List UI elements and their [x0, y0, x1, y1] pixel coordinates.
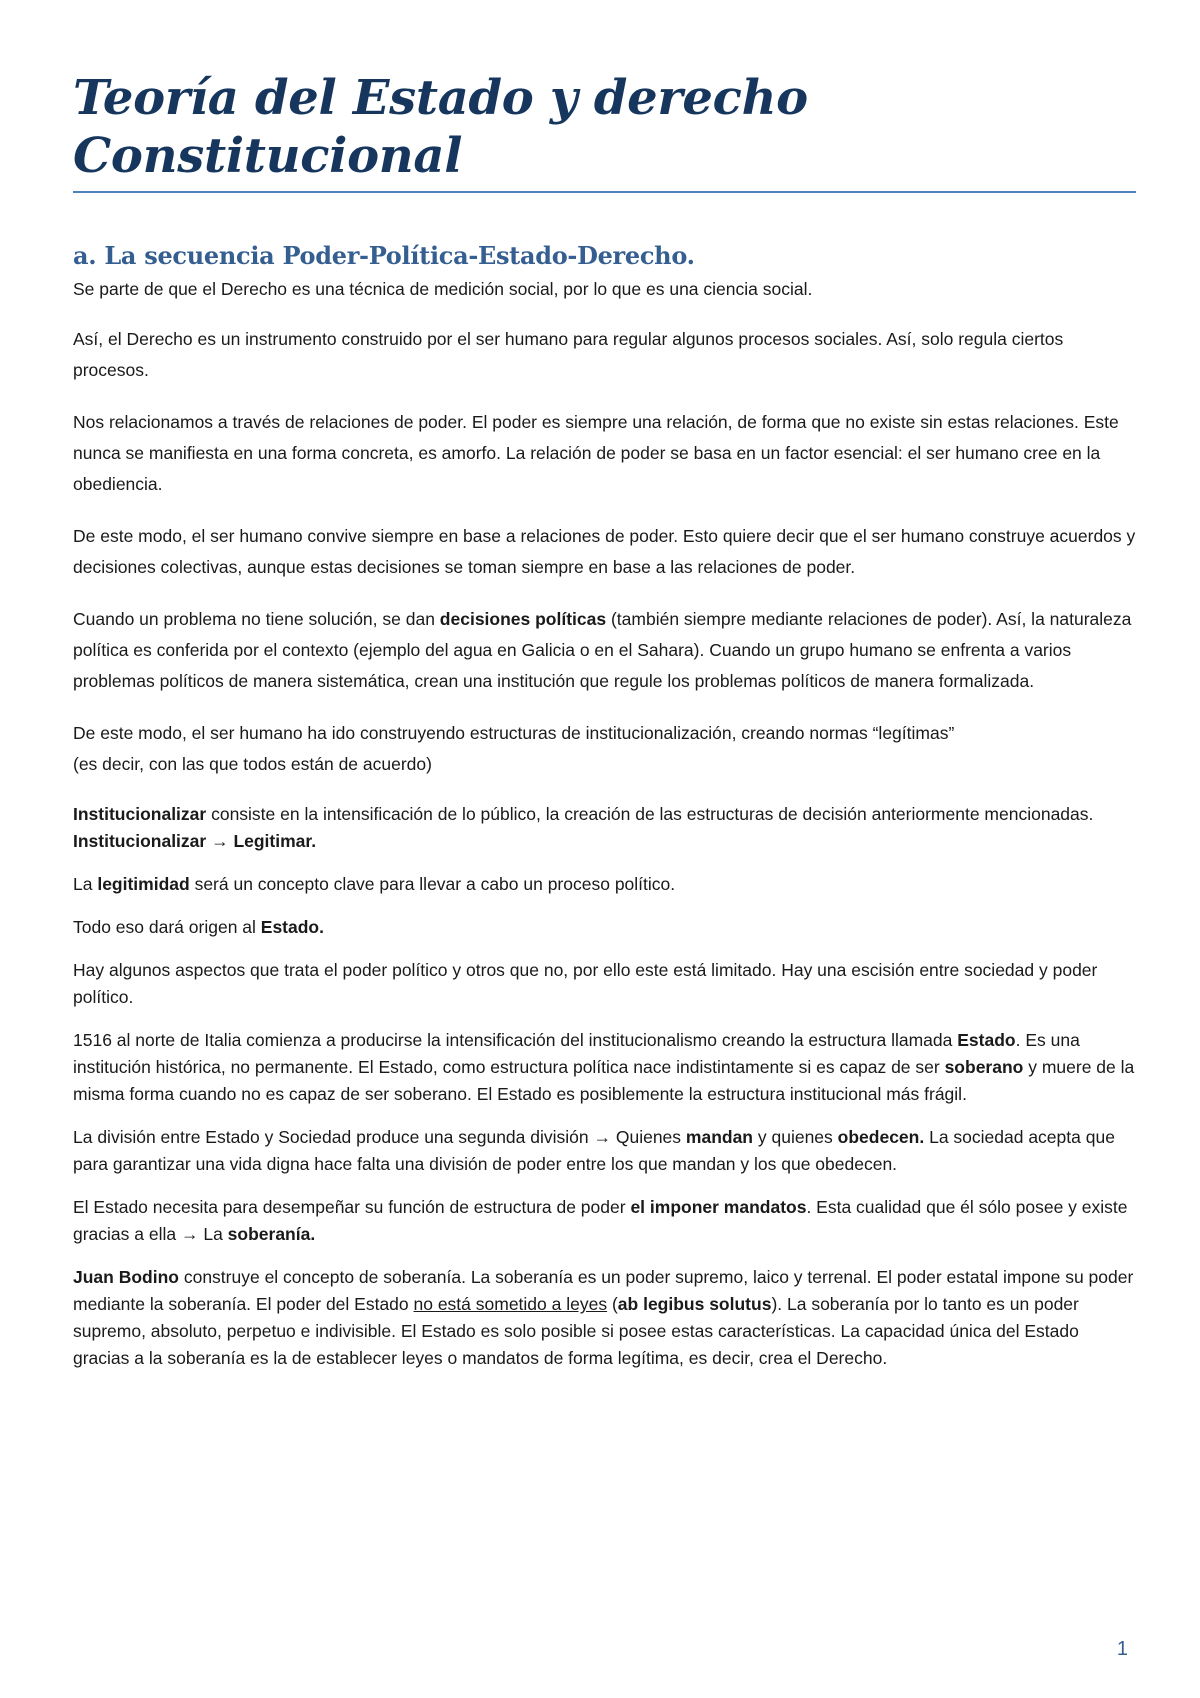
paragraph-6-line-1: De este modo, el ser humano ha ido construyendo estructuras de institucionalización, creando normas “legítimas”: [73, 723, 955, 744]
document-title: Teoría del Estado y derecho Constitucional: [73, 70, 1136, 193]
paragraph-6-line-2: (es decir, con las que todos están de acuerdo): [73, 754, 432, 775]
paragraph-13-text: . Esta cualidad que él sólo posee y existe gracias a ella → La: [73, 1197, 1128, 1245]
bold-term-imponer-mandatos: el imponer mandatos: [630, 1197, 807, 1218]
paragraph-6: [73, 718, 1136, 780]
paragraph-8-text: será un concepto clave para llevar a cabo un proceso político.: [189, 874, 676, 895]
paragraph-14-text: (: [607, 1294, 618, 1315]
bold-term-institucionalizar: Institucionalizar: [73, 804, 207, 825]
bold-term-mandan: mandan: [685, 1127, 754, 1148]
paragraph-11-text: 1516 al norte de Italia comienza a producirse la intensificación del institucionalismo creando la estructura llamada: [73, 1030, 958, 1051]
bold-term-juan-bodino: Juan Bodino: [73, 1267, 179, 1288]
paragraph-8: [73, 871, 1136, 898]
section-heading: a. La secuencia Poder-Política-Estado-Derecho.: [73, 241, 695, 271]
paragraph-11-text: . Es una institución histórica, no permanente. El Estado, como estructura política nace indistintamente si es capaz de ser: [73, 1030, 1080, 1078]
paragraph-7-text: consiste en la intensificación de lo público, la creación de las estructuras de decisión anteriormente mencionadas.: [206, 804, 1094, 825]
underlined-phrase: no está sometido a leyes: [413, 1294, 608, 1315]
paragraph-8-text: La: [73, 874, 98, 895]
paragraph-12: [73, 1124, 1136, 1178]
paragraph-4: De este modo, el ser humano convive siempre en base a relaciones de poder. Esto quiere decir que el ser humano construye acuerdos y decisiones colectivas, aunque estas decisiones se toman siempre en base a las relaciones de poder.: [73, 526, 1136, 578]
paragraph-12-text: La división entre Estado y Sociedad produce una segunda división → Quienes: [73, 1127, 686, 1148]
bold-term-decisiones-politicas: decisiones políticas: [439, 609, 607, 630]
paragraph-12-text: La sociedad acepta que para garantizar una vida digna hace falta una división de poder entre los que mandan y los que obedecen.: [73, 1127, 1115, 1175]
paragraph-13-text: El Estado necesita para desempeñar su función de estructura de poder: [73, 1197, 631, 1218]
paragraph-5-text: Cuando un problema no tiene solución, se dan: [73, 609, 440, 630]
bold-term-institucionalizar-legitimar: Institucionalizar → Legitimar.: [73, 831, 317, 852]
bold-term-estado: Estado: [957, 1030, 1016, 1051]
paragraph-7: [73, 801, 1136, 855]
bold-term-soberano: soberano: [944, 1057, 1024, 1078]
bold-term-soberania: soberanía.: [227, 1224, 316, 1245]
bold-term-obedecen: obedecen.: [837, 1127, 925, 1148]
bold-term-ab-legibus-solutus: ab legibus solutus: [617, 1294, 772, 1315]
paragraph-9: [73, 914, 1136, 941]
bold-term-legitimidad: legitimidad: [97, 874, 190, 895]
paragraph-14: [73, 1264, 1136, 1372]
paragraph-14-text: construye el concepto de soberanía. La soberanía es un poder supremo, laico y terrenal. El poder estatal impone su poder mediante la soberanía. El poder del Estado: [73, 1267, 1134, 1315]
paragraph-13: [73, 1194, 1136, 1248]
paragraph-5-text: (también siempre mediante relaciones de poder). Así, la naturaleza política es conferida por el contexto (ejemplo del agua en Galicia o en el Sahara). Cuando un grupo humano se enfrenta a varios problemas políticos de manera sistemática, crean una institución que regule los problemas políticos de manera formalizada.: [73, 609, 1132, 692]
paragraph-12-text: y quienes: [753, 1127, 838, 1148]
paragraph-11-text: y muere de la misma forma cuando no es capaz de ser soberano. El Estado es posiblemente la estructura institucional más frágil.: [73, 1057, 1135, 1105]
paragraph-5: [73, 604, 1136, 697]
paragraph-9-text: Todo eso dará origen al: [73, 917, 261, 938]
paragraph-11: [73, 1027, 1136, 1108]
paragraph-10: Hay algunos aspectos que trata el poder político y otros que no, por ello este está limitado. Hay una escisión entre sociedad y poder político.: [73, 960, 1098, 1008]
paragraph-2: Así, el Derecho es un instrumento construido por el ser humano para regular algunos procesos sociales. Así, solo regula ciertos procesos.: [73, 329, 1064, 381]
bold-term-estado: Estado.: [260, 917, 324, 938]
paragraph-3: Nos relacionamos a través de relaciones de poder. El poder es siempre una relación, de forma que no existe sin estas relaciones. Este nunca se manifiesta en una forma concreta, es amorfo. La relación de poder se basa en un factor esencial: el ser humano cree en la obediencia.: [73, 412, 1119, 495]
document-page: [73, 70, 1136, 1388]
paragraph-1: Se parte de que el Derecho es una técnica de medición social, por lo que es una ciencia social.: [73, 279, 813, 300]
paragraph-14-text: ). La soberanía por lo tanto es un poder supremo, absoluto, perpetuo e indivisible. El Estado es solo posible si posee estas características. La capacidad única del Estado gracias a la soberanía es la de establecer leyes o mandatos de forma legítima, es decir, crea el Derecho.: [73, 1294, 1079, 1369]
page-number: 1: [1116, 1638, 1128, 1660]
